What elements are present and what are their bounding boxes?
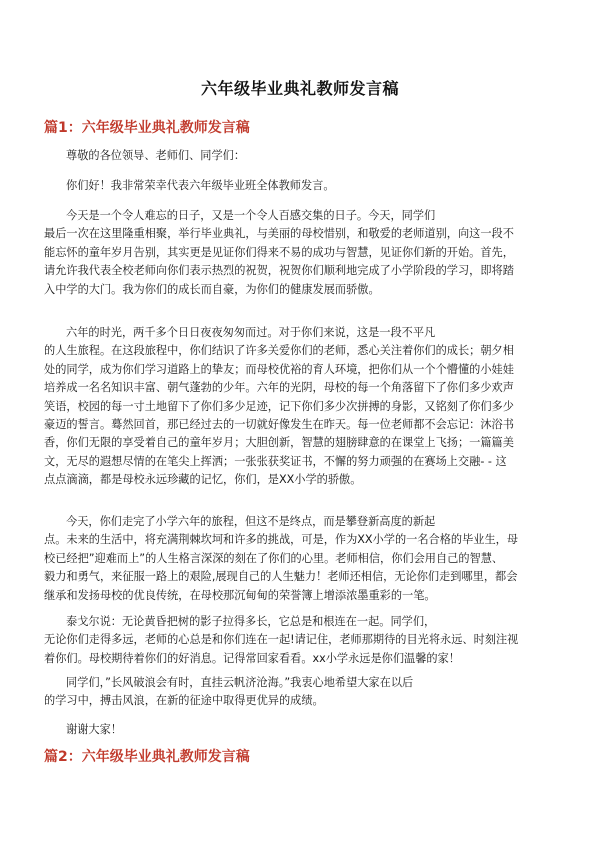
paragraph-line: 毅力和勇气，来征服一路上的艰险,展现自己的人生魅力！老师还相信，无论你们走到哪里，都会	[44, 570, 518, 584]
paragraph-line: 豪迈的誓言。蓦然回首，那已经过去的一切就好像发生在昨天。每一位老师都不会忘记：沐浴书	[44, 418, 514, 432]
paragraph-six-years	[44, 324, 558, 490]
section-heading-2: 篇2：六年级毕业典礼教师发言稿	[44, 749, 250, 765]
paragraph-greeting	[44, 177, 558, 195]
paragraph-line: 今天是一个令人难忘的日子，又是一个令人百感交集的日子。今天，同学们	[66, 209, 436, 222]
paragraph-line: 今天，你们走完了小学六年的旅程，但这不是终点，而是攀登新高度的新起	[66, 515, 436, 528]
paragraph-line: 继承和发扬母校的优良传统，在母校那沉甸甸的荣誉簿上增添浓墨重彩的一笔。	[44, 588, 436, 602]
paragraph-line: 校已经把”迎难而上”的人生格言深深的刻在了你们的心里。老师相信，你们会用自己的智慧、	[44, 551, 504, 565]
paragraph-salutation	[44, 147, 558, 165]
paragraph-line: 点。未来的生活中，将充满荆棘坎坷和许多的挑战，可是，作为XX小学的一名合格的毕业生，母	[44, 533, 519, 547]
paragraph-line: 你们好！我非常荣幸代表六年级毕业班全体教师发言。	[66, 179, 335, 192]
paragraph-line: 笑语，校园的每一寸土地留下了你们多少足迹，记下你们多少次拼搏的身影，又铭刻了你们多少	[44, 399, 514, 413]
paragraph-today	[44, 207, 558, 299]
section-heading-1: 篇1：六年级毕业典礼教师发言稿	[44, 120, 250, 136]
paragraph-line: 最后一次在这里隆重相聚，举行毕业典礼，与美丽的母校惜别，和敬爱的老师道别，向这一段不	[44, 227, 514, 241]
document-title: 六年级毕业典礼教师发言稿	[200, 79, 399, 98]
paragraph-line: 无论你们走得多远，老师的心总是和你们连在一起!请记住，老师那期待的目光将永远、时刻注视	[44, 633, 519, 647]
paragraph-line: 着你们。母校期待着你们的好消息。记得常回家看看。xx小学永远是你们温馨的家！	[44, 651, 460, 665]
paragraph-line: 同学们，”长风破浪会有时，直挂云帆济沧海。”我衷心地希望大家在以后	[66, 676, 414, 689]
paragraph-line: 泰戈尔说：无论黄昏把树的影子拉得多长，它总是和根连在一起。同学们，	[66, 615, 436, 628]
paragraph-line: 的学习中，搏击风浪，在新的征途中取得更优异的成绩。	[44, 694, 324, 708]
paragraph-line: 培养成一名名知识丰富、朝气蓬勃的少年。六年的光阴，母校的每一个角落留下了你们多少欢声	[44, 381, 514, 395]
paragraph-line: 香，你们无限的享受着自己的童年岁月；大胆创新，智慧的翅膀肆意的在课堂上飞扬；一篇篇美	[44, 436, 514, 450]
paragraph-line: 六年的时光，两千多个日日夜夜匆匆而过。对于你们来说，这是一段不平凡	[66, 326, 436, 339]
paragraph-line: 点点滴滴，都是母校永远珍藏的记忆，你们，是XX小学的骄傲。	[44, 473, 362, 487]
paragraph-wishes	[44, 674, 558, 711]
paragraph-line: 入中学的大门。我为你们的成长而自豪，为你们的健康发展而骄傲。	[44, 282, 380, 296]
paragraph-line: 尊敬的各位领导、老师们、同学们：	[66, 149, 246, 162]
paragraph-thanks	[44, 721, 558, 739]
paragraph-line: 谢谢大家！	[66, 723, 122, 736]
paragraph-line: 文，无尽的遐想尽情的在笔尖上挥洒；一张张获奖证书，不懈的努力顽强的在赛场上交融- - 这	[44, 454, 507, 468]
paragraph-line: 请允许我代表全校老师向你们表示热烈的祝贺，祝贺你们顺利地完成了小学阶段的学习，即将踏	[44, 264, 514, 278]
paragraph-not-the-end	[44, 513, 558, 605]
paragraph-line: 能忘怀的童年岁月告别，其实更是见证你们得来不易的成功与智慧，见证你们新的开始。首先，	[44, 245, 514, 259]
paragraph-line: 处的同学，成为你们学习道路上的挚友；而母校优裕的育人环境，把你们从一个个懵懂的小娃娃	[44, 362, 514, 376]
paragraph-line: 的人生旅程。在这段旅程中，你们结识了许多关爱你们的老师，悉心关注着你们的成长；朝夕相	[44, 344, 514, 358]
paragraph-tagore	[44, 613, 558, 668]
